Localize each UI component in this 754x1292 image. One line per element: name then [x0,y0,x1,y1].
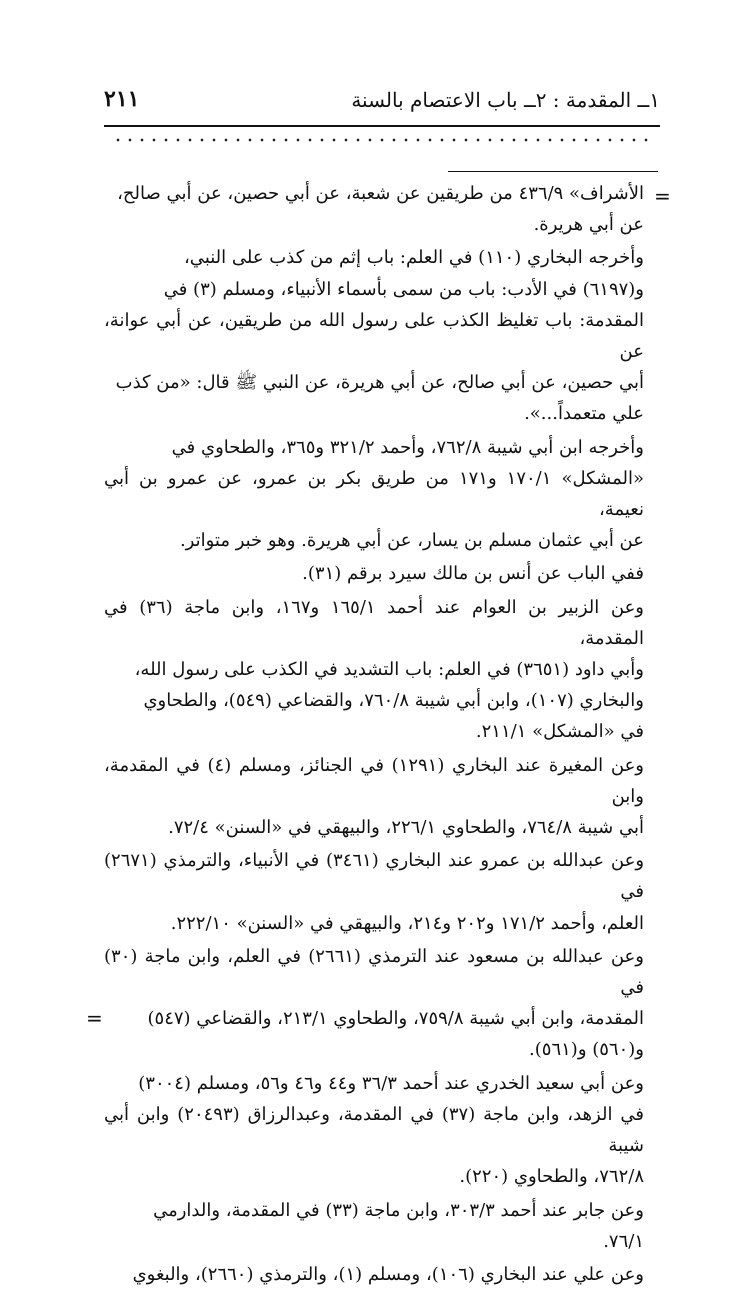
text-line: وعن علي عند البخاري (١٠٦)، ومسلم (١)، والترمذي (٢٦٦٠)، والبغوي [132,1263,644,1285]
text-line: والبخاري (١٠٧)، وابن أبي شيبة ٧٦٠/٨، والقضاعي (٥٤٩)، والطحاوي [143,690,644,712]
page-header [100,84,660,118]
text-line: وعن أبي سعيد الخدري عند أحمد ٣٦/٣ و٤٤ و٤٦ و٥٦، ومسلم (٣٠٠٤) [138,1072,644,1094]
continuation-mark-bottom: = [86,1006,103,1030]
text-line: وعن المغيرة عند البخاري (١٢٩١) في الجنائز، ومسلم (٤) في المقدمة، وابن [104,754,644,807]
paragraph [104,1068,644,1193]
continuation-mark-top: = [654,184,671,208]
text-line: وعن عبدالله بن عمرو عند البخاري (٣٤٦١) في الأنبياء، والترمذي (٢٦٧١) في [104,850,645,903]
text-line: المقدمة: باب تغليظ الكذب على رسول الله من طريقين، عن أبي عوانة، عن [104,309,644,363]
paragraph [104,941,644,1066]
paragraph [104,432,644,557]
paragraph [104,750,644,844]
text-line: ففي الباب عن أنس بن مالك سيرد برقم (٣١). [302,563,644,585]
paragraph [104,592,644,748]
text-line: أبي شيبة ٧٦٤/٨، والطحاوي ٢٢٦/١، والبيهقي في «السنن» ٧٢/٤. [168,817,644,839]
text-line: في الزهد، وابن ماجة (٣٧) في المقدمة، وعبدالرزاق (٢٠٤٩٣) وابن أبي شيبة [104,1103,644,1157]
text-line: وعن جابر عند أحمد ٣٠٣/٣، وابن ماجة (٣٣) في المقدمة، والدارمي [153,1199,644,1221]
header-rule [104,125,660,127]
text-line: وأخرجه ابن أبي شيبة ٧٦٢/٨، وأحمد ٣٢١/٢ و٣٦٥، والطحاوي في [171,436,644,458]
dotted-separator [112,136,652,144]
paragraph [104,178,644,240]
text-line: وأخرجه البخاري (١١٠) في العلم: باب إثم من كذب على النبي، [184,247,644,269]
paragraph [104,1195,644,1257]
paragraph [104,558,644,589]
text-line: و(٦١٩٧) في الأدب: باب من سمى بأسماء الأنبياء، ومسلم (٣) في [163,278,644,300]
text-line: أبي حصين، عن أبي صالح، عن أبي هريرة، عن النبي ﷺ قال: «من كذب [115,372,644,394]
text-line: عن أبي هريرة. [533,214,644,236]
text-line: العلم، وأحمد ١٧١/٢ و٢٠٢ و٢١٤، والبيهقي في «السنن» ٢٢٢/١٠. [170,912,644,934]
text-line: علي متعمداً...». [524,403,644,425]
text-line: و(٥٦٠) و(٥٦١). [529,1039,644,1061]
chapter-title: ١ــ المقدمة : ٢ــ باب الاعتصام بالسنة [351,88,660,112]
text-line: في «المشكل» ٢١١/١. [475,721,644,743]
text-line: عن أبي عثمان مسلم بن يسار، عن أبي هريرة. وهو خبر متواتر. [179,530,644,552]
text-line: وأبي داود (٣٦٥١) في العلم: باب التشديد في الكذب على رسول الله، [134,659,644,681]
text-line: وعن عبدالله بن مسعود عند الترمذي (٢٦٦١) في العلم، وابن ماجة (٣٠) في [104,945,644,999]
paragraph [104,1259,644,1290]
text-line: المقدمة، وابن أبي شيبة ٧٥٩/٨، والطحاوي ٢١٣/١، والقضاعي (٥٤٧) [147,1008,644,1030]
text-line: «المشكل» ١٧٠/١ و١٧١ من طريق بكر بن عمرو، عن عمرو بن أبي نعيمة، [104,467,644,521]
paragraph [104,242,644,429]
text-line: الأشراف» ٤٣٦/٩ من طريقين عن شعبة، عن أبي حصين، عن أبي صالح، [117,183,644,204]
text-line: ٧٦/١. [603,1230,644,1252]
footnote-body [104,178,644,1292]
text-line: وعن الزبير بن العوام عند أحمد ١٦٥/١ و١٦٧، وابن ماجة (٣٦) في المقدمة، [104,596,645,649]
text-line: ٧٦٢/٨، والطحاوي (٢٢٠). [459,1166,644,1188]
page-number: ٢١١ [104,86,140,112]
paragraph [104,845,644,939]
footnote-rule [448,171,658,172]
